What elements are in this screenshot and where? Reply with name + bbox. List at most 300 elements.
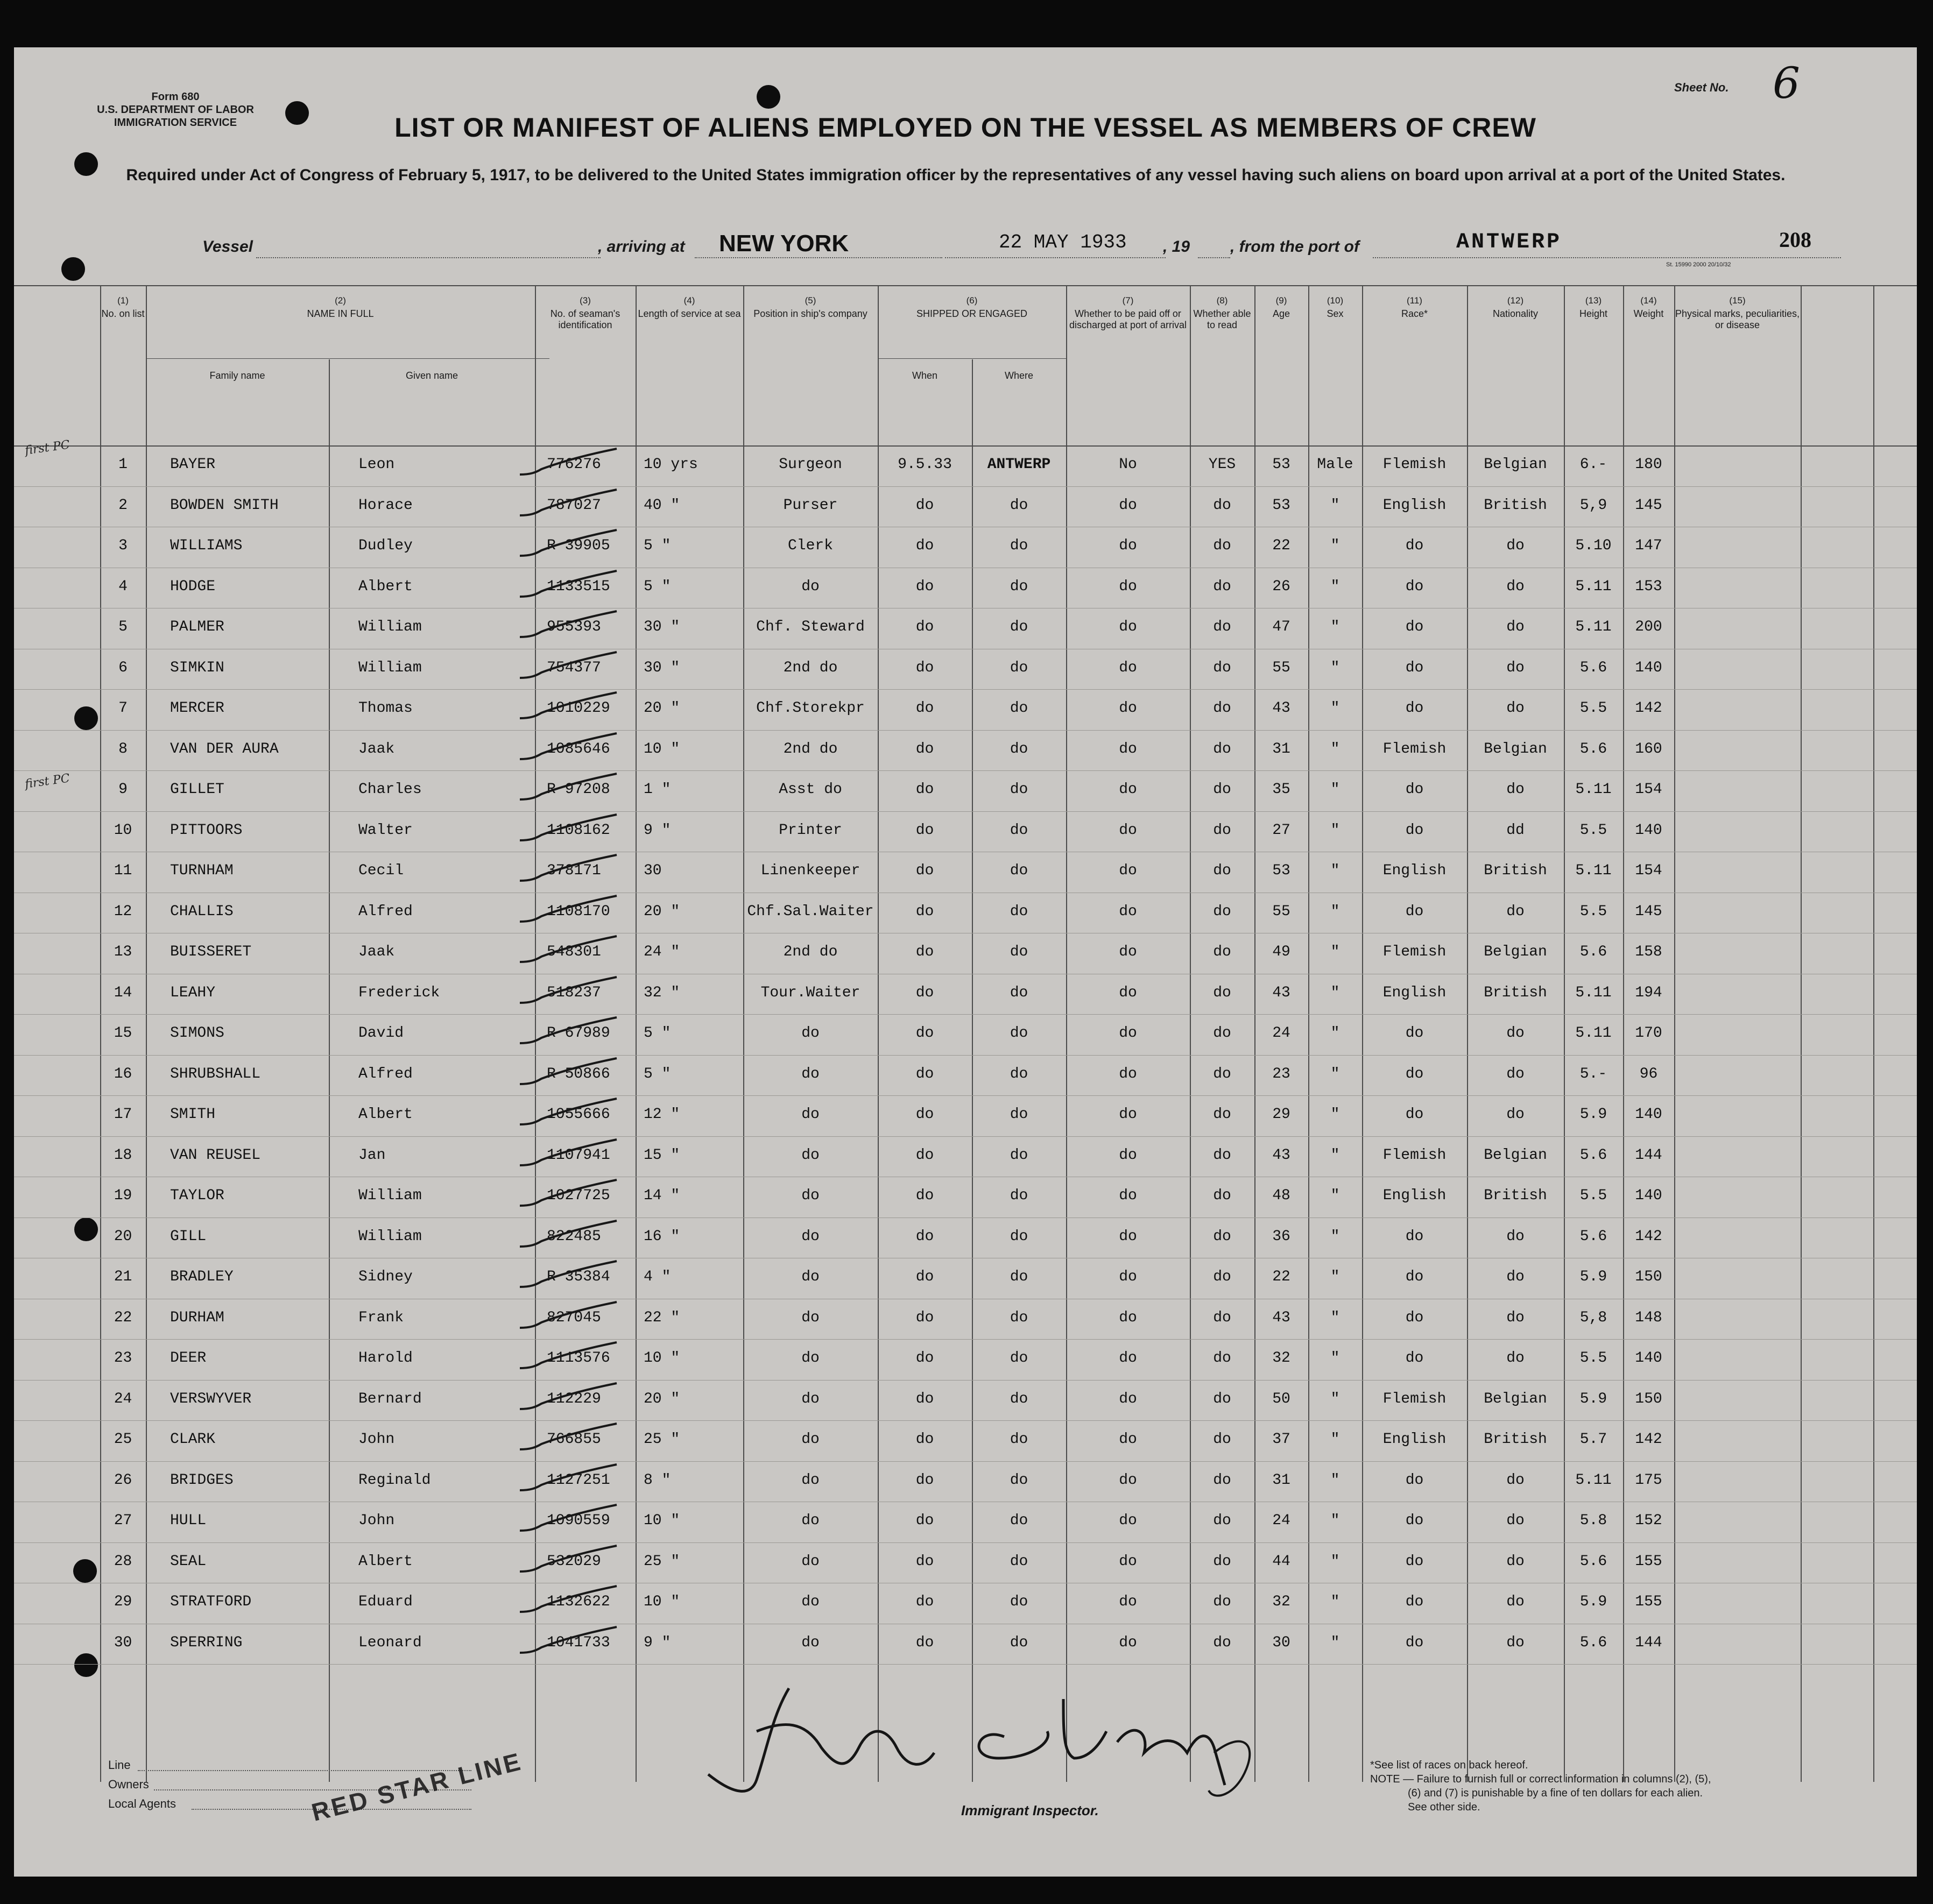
- cell-length-of-service: 32 ": [644, 984, 680, 1001]
- cell-row-number: 9: [118, 781, 128, 798]
- cell-race: English: [1382, 1187, 1447, 1204]
- cell-race: do: [1405, 1025, 1424, 1042]
- cell-able-to-read: do: [1213, 537, 1231, 554]
- manifest-number: 208: [1779, 228, 1811, 252]
- cell-shipped-where: ANTWERP: [987, 456, 1051, 473]
- cell-able-to-read: do: [1213, 1512, 1231, 1529]
- cell-paid-off: do: [1119, 1106, 1137, 1123]
- cell-family-name: BOWDEN SMITH: [170, 497, 279, 514]
- cell-nationality: do: [1506, 1106, 1525, 1123]
- cell-family-name: BUISSERET: [170, 944, 252, 960]
- cell-height: 5.9: [1579, 1390, 1607, 1407]
- cell-row-number: 19: [114, 1187, 132, 1204]
- cell-paid-off: do: [1119, 984, 1137, 1001]
- sheet-label: Sheet No.: [1674, 81, 1729, 94]
- check-mark-icon: [514, 732, 622, 765]
- footnote-line: NOTE — Failure to furnish full or correct information in columns (2), (5),: [1370, 1773, 1711, 1785]
- cell-race: do: [1405, 1553, 1424, 1570]
- cell-able-to-read: do: [1213, 1594, 1231, 1610]
- cell-race: do: [1405, 781, 1424, 798]
- cell-race: Flemish: [1382, 740, 1447, 758]
- cell-sex: ": [1330, 740, 1340, 758]
- cell-seaman-id: 1108170: [547, 903, 610, 920]
- from-label: , from the port of: [1230, 238, 1359, 256]
- cell-age: 48: [1272, 1187, 1290, 1204]
- year-blank: [1198, 257, 1230, 258]
- cell-row-number: 11: [114, 862, 132, 879]
- row-rule: [14, 1664, 1917, 1665]
- cell-weight: 155: [1635, 1594, 1662, 1610]
- cell-paid-off: do: [1119, 1512, 1137, 1529]
- cell-nationality: do: [1506, 1594, 1525, 1610]
- cell-shipped-where: do: [1010, 537, 1028, 554]
- cell-sex: ": [1330, 537, 1340, 554]
- cell-family-name: SHRUBSHALL: [170, 1065, 261, 1082]
- cell-nationality: dd: [1506, 822, 1525, 839]
- cell-position: 2nd do: [783, 659, 838, 676]
- check-mark-icon: [514, 1545, 622, 1577]
- cell-paid-off: do: [1119, 1471, 1137, 1489]
- cell-position: do: [801, 1634, 820, 1651]
- footnote-line: (6) and (7) is punishable by a fine of ten dollars for each alien.: [1408, 1787, 1703, 1799]
- cell-given-name: John: [358, 1512, 395, 1529]
- cell-length-of-service: 1 ": [644, 781, 671, 798]
- cell-seaman-id: 1027725: [547, 1187, 610, 1204]
- cell-seaman-id: 1132622: [547, 1594, 610, 1610]
- cell-race: do: [1405, 537, 1424, 554]
- cell-shipped-where: do: [1010, 781, 1028, 798]
- cell-sex: ": [1330, 1187, 1340, 1204]
- cell-length-of-service: 40 ": [644, 497, 680, 514]
- cell-row-number: 16: [114, 1065, 132, 1082]
- cell-nationality: Belgian: [1484, 1146, 1547, 1164]
- cell-given-name: Alfred: [358, 1065, 413, 1082]
- cell-family-name: BRIDGES: [170, 1471, 234, 1489]
- cell-position: 2nd do: [783, 740, 838, 758]
- col-rule: [1674, 286, 1675, 1782]
- cell-age: 31: [1272, 1471, 1290, 1489]
- cell-height: 5.9: [1579, 1269, 1607, 1285]
- cell-length-of-service: 15 ": [644, 1146, 680, 1164]
- cell-race: Flemish: [1382, 456, 1447, 473]
- check-mark-icon: [514, 610, 622, 642]
- cell-shipped-when: do: [915, 1269, 934, 1285]
- arriving-label: , arriving at: [598, 238, 685, 256]
- margin-note: first PC: [24, 771, 71, 791]
- cell-row-number: 8: [118, 740, 128, 758]
- cell-able-to-read: do: [1213, 1228, 1231, 1245]
- cell-length-of-service: 20 ": [644, 700, 680, 717]
- cell-height: 5.9: [1579, 1594, 1607, 1610]
- cell-nationality: British: [1484, 1187, 1547, 1204]
- row-rule: [14, 486, 1917, 487]
- cell-paid-off: do: [1119, 1634, 1137, 1651]
- cell-position: do: [801, 1431, 820, 1448]
- cell-height: 6.-: [1579, 456, 1607, 473]
- cell-position: do: [801, 1309, 820, 1326]
- cell-length-of-service: 30 ": [644, 619, 680, 635]
- cell-weight: 96: [1639, 1065, 1658, 1082]
- check-mark-icon: [514, 976, 622, 1008]
- check-mark-icon: [514, 529, 622, 561]
- cell-nationality: British: [1484, 1431, 1547, 1448]
- cell-race: do: [1405, 1512, 1424, 1529]
- cell-shipped-when: do: [915, 944, 934, 960]
- cell-weight: 154: [1635, 862, 1662, 879]
- cell-family-name: CLARK: [170, 1431, 216, 1448]
- row-rule: [14, 1420, 1917, 1421]
- cell-shipped-when: do: [915, 1390, 934, 1407]
- cell-paid-off: do: [1119, 862, 1137, 879]
- check-mark-icon: [514, 570, 622, 602]
- cell-race: do: [1405, 822, 1424, 839]
- cell-length-of-service: 5 ": [644, 1065, 671, 1082]
- cell-family-name: GILLET: [170, 781, 224, 798]
- cell-row-number: 6: [118, 659, 128, 676]
- cell-race: Flemish: [1382, 1390, 1447, 1407]
- cell-paid-off: do: [1119, 578, 1137, 595]
- row-rule: [14, 1380, 1917, 1381]
- arriving-port: NEW YORK: [719, 230, 849, 257]
- cell-sex: ": [1330, 1350, 1340, 1367]
- cell-seaman-id: R 97208: [547, 781, 610, 798]
- cell-row-number: 20: [114, 1228, 132, 1245]
- cell-position: do: [801, 1025, 820, 1042]
- row-rule: [14, 1014, 1917, 1015]
- cell-row-number: 10: [114, 822, 132, 839]
- cell-race: do: [1405, 1228, 1424, 1245]
- cell-seaman-id: 1107941: [547, 1146, 610, 1164]
- check-mark-icon: [514, 448, 622, 480]
- cell-length-of-service: 30 ": [644, 659, 680, 676]
- check-mark-icon: [514, 1301, 622, 1333]
- cell-seaman-id: 1127251: [547, 1471, 610, 1489]
- cell-shipped-where: do: [1010, 944, 1028, 960]
- cell-sex: ": [1330, 862, 1340, 879]
- cell-position: Asst do: [779, 781, 842, 798]
- cell-sex: ": [1330, 1146, 1340, 1164]
- cell-family-name: STRATFORD: [170, 1594, 252, 1610]
- row-rule: [14, 730, 1917, 731]
- cell-race: English: [1382, 862, 1447, 879]
- cell-given-name: Thomas: [358, 700, 413, 717]
- header-name: (2) NAME IN FULL: [307, 295, 374, 319]
- cell-position: Surgeon: [779, 456, 842, 473]
- cell-race: English: [1382, 984, 1447, 1001]
- cell-length-of-service: 20 ": [644, 1390, 680, 1407]
- cell-shipped-when: do: [915, 984, 934, 1001]
- cell-seaman-id: 1055666: [547, 1106, 610, 1123]
- cell-seaman-id: 1090559: [547, 1512, 610, 1529]
- cell-sex: ": [1330, 984, 1340, 1001]
- cell-position: do: [801, 1269, 820, 1285]
- cell-nationality: do: [1506, 1553, 1525, 1570]
- cell-able-to-read: do: [1213, 822, 1231, 839]
- cell-seaman-id: 1010229: [547, 700, 610, 717]
- cell-seaman-id: 787027: [547, 497, 601, 514]
- cell-race: Flemish: [1382, 944, 1447, 960]
- vessel-line: [14, 230, 1917, 263]
- cell-able-to-read: YES: [1208, 456, 1236, 473]
- cell-paid-off: do: [1119, 903, 1137, 920]
- cell-age: 53: [1272, 456, 1290, 473]
- cell-weight: 160: [1635, 740, 1662, 758]
- cell-family-name: SPERRING: [170, 1634, 243, 1651]
- cell-shipped-where: do: [1010, 497, 1028, 514]
- cell-able-to-read: do: [1213, 903, 1231, 920]
- cell-weight: 140: [1635, 1350, 1662, 1367]
- cell-nationality: do: [1506, 1309, 1525, 1326]
- cell-length-of-service: 9 ": [644, 1634, 671, 1651]
- cell-weight: 153: [1635, 578, 1662, 595]
- cell-sex: ": [1330, 700, 1340, 717]
- binder-hole: [73, 1559, 97, 1583]
- cell-nationality: do: [1506, 578, 1525, 595]
- cell-row-number: 25: [114, 1431, 132, 1448]
- cell-shipped-when: do: [915, 1025, 934, 1042]
- from-blank: [1373, 257, 1841, 258]
- header-position: (5) Position in ship's company: [753, 295, 867, 319]
- cell-shipped-when: do: [915, 1187, 934, 1204]
- cell-able-to-read: do: [1213, 1634, 1231, 1651]
- cell-family-name: WILLIAMS: [170, 537, 243, 554]
- cell-shipped-when: do: [915, 862, 934, 879]
- cell-nationality: do: [1506, 1228, 1525, 1245]
- cell-able-to-read: do: [1213, 1106, 1231, 1123]
- header-id: (3) No. of seaman's identification: [550, 295, 620, 330]
- cell-paid-off: do: [1119, 619, 1137, 635]
- cell-seaman-id: 822485: [547, 1228, 601, 1245]
- cell-able-to-read: do: [1213, 1471, 1231, 1489]
- cell-height: 5.11: [1575, 984, 1612, 1001]
- cell-shipped-when: do: [915, 903, 934, 920]
- cell-height: 5.11: [1575, 1025, 1612, 1042]
- cell-able-to-read: do: [1213, 944, 1231, 960]
- cell-shipped-when: do: [915, 1634, 934, 1651]
- cell-able-to-read: do: [1213, 1025, 1231, 1042]
- cell-sex: ": [1330, 1431, 1340, 1448]
- cell-family-name: VERSWYVER: [170, 1390, 252, 1407]
- manifest-sheet: [14, 47, 1917, 1877]
- cell-able-to-read: do: [1213, 740, 1231, 758]
- cell-age: 55: [1272, 903, 1290, 920]
- cell-paid-off: do: [1119, 659, 1137, 676]
- cell-weight: 147: [1635, 537, 1662, 554]
- cell-family-name: SMITH: [170, 1106, 216, 1123]
- check-mark-icon: [514, 1463, 622, 1496]
- cell-family-name: SEAL: [170, 1553, 207, 1570]
- cell-shipped-when: do: [915, 1146, 934, 1164]
- cell-seaman-id: R 67989: [547, 1025, 610, 1042]
- cell-height: 5.11: [1575, 619, 1612, 635]
- cell-length-of-service: 14 ": [644, 1187, 680, 1204]
- cell-shipped-when: do: [915, 659, 934, 676]
- cell-position: Chf.Sal.Waiter: [747, 903, 874, 920]
- cell-age: 43: [1272, 700, 1290, 717]
- cell-weight: 140: [1635, 1187, 1662, 1204]
- cell-family-name: VAN REUSEL: [170, 1146, 261, 1164]
- cell-weight: 155: [1635, 1553, 1662, 1570]
- cell-length-of-service: 10 ": [644, 740, 680, 758]
- cell-race: do: [1405, 700, 1424, 717]
- cell-nationality: do: [1506, 537, 1525, 554]
- cell-sex: ": [1330, 903, 1340, 920]
- cell-given-name: Alfred: [358, 903, 413, 920]
- cell-shipped-where: do: [1010, 740, 1028, 758]
- cell-row-number: 4: [118, 578, 128, 595]
- cell-shipped-where: do: [1010, 1025, 1028, 1042]
- cell-age: 49: [1272, 944, 1290, 960]
- cell-weight: 140: [1635, 659, 1662, 676]
- cell-length-of-service: 9 ": [644, 822, 671, 839]
- cell-race: do: [1405, 659, 1424, 676]
- inspector-label: Immigrant Inspector.: [961, 1802, 1099, 1818]
- cell-nationality: do: [1506, 1269, 1525, 1285]
- cell-shipped-when: 9.5.33: [898, 456, 952, 473]
- cell-shipped-where: do: [1010, 1065, 1028, 1082]
- cell-seaman-id: 548301: [547, 944, 601, 960]
- cell-weight: 170: [1635, 1025, 1662, 1042]
- cell-given-name: William: [358, 1228, 422, 1245]
- check-mark-icon: [514, 651, 622, 683]
- cell-paid-off: No: [1119, 456, 1137, 473]
- footnote-line: See other side.: [1408, 1801, 1480, 1813]
- header-height: (13) Height: [1579, 295, 1608, 319]
- cell-given-name: Frederick: [358, 984, 440, 1001]
- cell-given-name: Jan: [358, 1146, 386, 1164]
- cell-paid-off: do: [1119, 822, 1137, 839]
- cell-given-name: William: [358, 619, 422, 635]
- cell-nationality: do: [1506, 619, 1525, 635]
- check-mark-icon: [514, 1260, 622, 1292]
- cell-age: 53: [1272, 497, 1290, 514]
- footnote: [1370, 1758, 1711, 1814]
- cell-position: do: [801, 1594, 820, 1610]
- cell-row-number: 13: [114, 944, 132, 960]
- cell-seaman-id: 1108162: [547, 822, 610, 839]
- cell-weight: 144: [1635, 1634, 1662, 1651]
- cell-family-name: PALMER: [170, 619, 224, 635]
- cell-age: 32: [1272, 1350, 1290, 1367]
- cell-position: do: [801, 578, 820, 595]
- cell-shipped-where: do: [1010, 1309, 1028, 1326]
- cell-weight: 144: [1635, 1146, 1662, 1164]
- cell-position: Clerk: [787, 537, 833, 554]
- footnote-line: *See list of races on back hereof.: [1370, 1759, 1528, 1771]
- cell-family-name: PITTOORS: [170, 822, 243, 839]
- cell-shipped-where: do: [1010, 1431, 1028, 1448]
- cell-given-name: Bernard: [358, 1390, 422, 1407]
- cell-length-of-service: 20 ": [644, 903, 680, 920]
- cell-shipped-where: do: [1010, 1269, 1028, 1285]
- cell-row-number: 24: [114, 1390, 132, 1407]
- cell-race: do: [1405, 1594, 1424, 1610]
- cell-nationality: do: [1506, 1512, 1525, 1529]
- cell-paid-off: do: [1119, 1350, 1137, 1367]
- cell-height: 5.6: [1579, 740, 1607, 758]
- cell-able-to-read: do: [1213, 1309, 1231, 1326]
- cell-seaman-id: R 50866: [547, 1065, 610, 1082]
- cell-family-name: CHALLIS: [170, 903, 234, 920]
- check-mark-icon: [514, 895, 622, 927]
- cell-able-to-read: do: [1213, 1269, 1231, 1285]
- cell-nationality: Belgian: [1484, 740, 1547, 758]
- cell-length-of-service: 24 ": [644, 944, 680, 960]
- check-mark-icon: [514, 1504, 622, 1536]
- cell-weight: 140: [1635, 822, 1662, 839]
- shipped-sub-rule: [878, 358, 1066, 359]
- cell-height: 5.6: [1579, 1553, 1607, 1570]
- cell-shipped-when: do: [915, 1228, 934, 1245]
- cell-shipped-where: do: [1010, 659, 1028, 676]
- cell-family-name: HULL: [170, 1512, 207, 1529]
- cell-shipped-where: do: [1010, 1228, 1028, 1245]
- cell-shipped-where: do: [1010, 700, 1028, 717]
- cell-race: do: [1405, 1269, 1424, 1285]
- cell-length-of-service: 8 ": [644, 1471, 671, 1489]
- cell-row-number: 30: [114, 1634, 132, 1651]
- cell-nationality: Belgian: [1484, 1390, 1547, 1407]
- binder-hole: [757, 85, 780, 109]
- cell-height: 5.11: [1575, 862, 1612, 879]
- cell-sex: ": [1330, 1512, 1340, 1529]
- cell-able-to-read: do: [1213, 578, 1231, 595]
- cell-race: do: [1405, 1065, 1424, 1082]
- cell-row-number: 29: [114, 1594, 132, 1610]
- cell-able-to-read: do: [1213, 619, 1231, 635]
- margin-note: first PC: [24, 438, 71, 458]
- cell-shipped-where: do: [1010, 1106, 1028, 1123]
- check-mark-icon: [514, 691, 622, 724]
- cell-given-name: Leon: [358, 456, 395, 473]
- cell-shipped-when: do: [915, 619, 934, 635]
- cell-row-number: 7: [118, 700, 128, 717]
- cell-height: 5.10: [1575, 537, 1612, 554]
- col-rule: [636, 286, 637, 1782]
- form-number: Form 680: [151, 91, 200, 103]
- cell-sex: ": [1330, 1025, 1340, 1042]
- cell-nationality: do: [1506, 700, 1525, 717]
- check-mark-icon: [514, 1179, 622, 1211]
- cell-seaman-id: 518237: [547, 984, 601, 1001]
- cell-height: 5.11: [1575, 1471, 1612, 1489]
- cell-paid-off: do: [1119, 1269, 1137, 1285]
- cell-shipped-when: do: [915, 537, 934, 554]
- cell-race: do: [1405, 1350, 1424, 1367]
- cell-age: 24: [1272, 1512, 1290, 1529]
- arrival-date: 22 MAY 1933: [999, 231, 1127, 253]
- cell-nationality: do: [1506, 1634, 1525, 1651]
- cell-nationality: British: [1484, 862, 1547, 879]
- cell-age: 44: [1272, 1553, 1290, 1570]
- check-mark-icon: [514, 1422, 622, 1455]
- cell-shipped-when: do: [915, 700, 934, 717]
- cell-height: 5.7: [1579, 1431, 1607, 1448]
- check-mark-icon: [514, 1626, 622, 1658]
- col-rule: [1873, 286, 1874, 1782]
- header-given: Given name: [405, 370, 458, 381]
- cell-seaman-id: 754377: [547, 659, 601, 676]
- cell-age: 43: [1272, 1146, 1290, 1164]
- cell-nationality: do: [1506, 1025, 1525, 1042]
- cell-family-name: MERCER: [170, 700, 224, 717]
- cell-shipped-where: do: [1010, 1146, 1028, 1164]
- cell-paid-off: do: [1119, 1025, 1137, 1042]
- cell-nationality: do: [1506, 903, 1525, 920]
- check-mark-icon: [514, 1138, 622, 1171]
- check-mark-icon: [514, 854, 622, 886]
- cell-paid-off: do: [1119, 1065, 1137, 1082]
